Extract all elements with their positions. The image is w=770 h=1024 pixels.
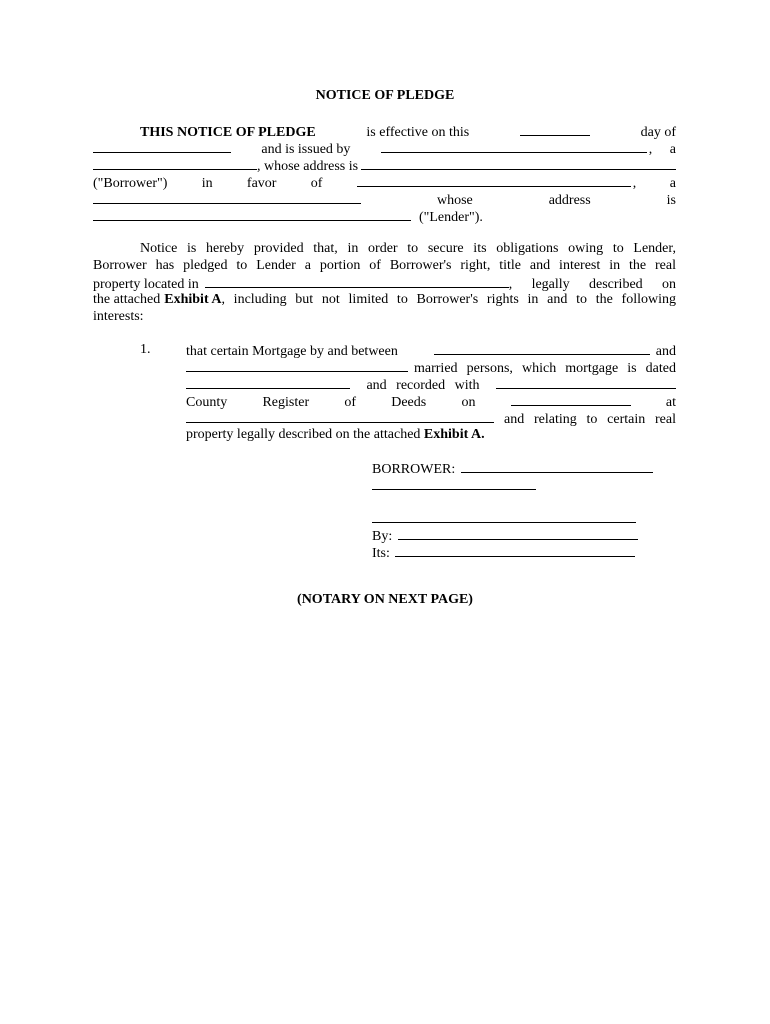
p2-line-5: interests: xyxy=(93,309,144,324)
p1-whose-text: whose xyxy=(436,193,473,208)
p1-line-1 xyxy=(140,122,676,139)
item1-property-described-text: property legally described on the attached xyxy=(186,427,421,442)
p2-line-1: Notice is hereby provided that, in order to secure its obligations owing to Lender, xyxy=(140,241,676,256)
notary-notice: (NOTARY ON NEXT PAGE) xyxy=(297,592,473,607)
recording-reference-blank[interactable] xyxy=(186,409,494,423)
item1-line-3 xyxy=(186,375,676,392)
month-year-blank[interactable] xyxy=(93,139,231,153)
p1-line-6 xyxy=(93,207,676,224)
p1-line-3 xyxy=(93,156,676,173)
borrower-signature-label: BORROWER: xyxy=(372,462,456,477)
item1-line-1 xyxy=(186,341,676,358)
item1-at-text: at xyxy=(665,395,676,410)
its-title-blank[interactable] xyxy=(395,543,635,557)
by-label: By: xyxy=(372,529,393,544)
mortgagor-name-blank[interactable] xyxy=(434,341,650,355)
mortgage-date-blank[interactable] xyxy=(186,375,350,389)
item1-mortgage-text: that certain Mortgage by and between xyxy=(186,344,398,359)
lender-address-blank[interactable] xyxy=(93,207,411,221)
item1-line-6 xyxy=(186,426,485,443)
item1-relating-text: and relating to certain real xyxy=(504,412,676,427)
item1-county-text: County xyxy=(186,395,228,410)
county-blank[interactable] xyxy=(496,375,676,389)
p1-line-2 xyxy=(93,139,676,156)
p1-is-text: is xyxy=(666,193,676,208)
lender-entity-type-blank[interactable] xyxy=(93,190,361,204)
item1-of-text: of xyxy=(344,395,356,410)
p2-line-3 xyxy=(93,274,676,291)
p1-day-of-text: day of xyxy=(640,125,677,140)
p1-effective-text: is effective on this xyxy=(366,125,470,140)
p2-line-2: Borrower has pledged to Lender a portion of Borrower's right, title and interest in the real xyxy=(93,258,676,273)
item1-line-4 xyxy=(186,392,676,409)
borrower-address-blank[interactable] xyxy=(361,156,676,170)
item1-line-5 xyxy=(186,409,676,426)
signature-its-line xyxy=(372,543,635,560)
p1-borrower-label: ("Borrower") xyxy=(93,176,168,191)
item1-married-persons-text: married persons, which mortgage is dated xyxy=(414,361,676,376)
p1-line-4 xyxy=(93,173,676,190)
p2-attached-text: the attached xyxy=(93,292,161,307)
mortgagee-name-blank[interactable] xyxy=(186,358,408,372)
borrower-signature-blank-2[interactable] xyxy=(372,476,536,490)
its-label: Its: xyxy=(372,546,390,561)
p1-in-text: in xyxy=(201,176,213,191)
p1-line-5 xyxy=(93,190,676,207)
signature-by-line xyxy=(372,526,638,543)
item-number: 1. xyxy=(140,342,151,357)
page-title: NOTICE OF PLEDGE xyxy=(315,88,455,103)
p2-line-4 xyxy=(93,291,676,308)
item1-register-text: Register xyxy=(262,395,310,410)
item1-and-text: and xyxy=(655,344,676,359)
p2-exhibit-a: Exhibit A xyxy=(164,292,222,307)
signature-borrower-line-2 xyxy=(372,476,536,493)
item1-deeds-text: Deeds xyxy=(391,395,427,410)
p2-rights-text: , including but not limited to Borrower's rights in and to the following xyxy=(221,292,676,307)
item1-line-2 xyxy=(186,358,676,375)
lender-name-blank[interactable] xyxy=(357,173,631,187)
p1-issued-by-text: and is issued by xyxy=(261,142,351,157)
signature-name-line xyxy=(372,509,636,526)
p1-of-text: of xyxy=(310,176,323,191)
p1-comma-a-text-2: , a xyxy=(632,176,676,191)
item1-recorded-with-text: and recorded with xyxy=(366,378,480,393)
item1-exhibit-a: Exhibit A. xyxy=(423,427,485,442)
p1-whose-address-text: , whose address is xyxy=(257,159,359,174)
signature-borrower-line xyxy=(372,459,653,476)
borrower-entity-type-blank[interactable] xyxy=(93,156,257,170)
property-location-blank[interactable] xyxy=(205,274,509,288)
borrower-name-blank[interactable] xyxy=(381,139,647,153)
signature-name-blank[interactable] xyxy=(372,509,636,523)
borrower-signature-blank[interactable] xyxy=(461,459,653,473)
recording-date-blank[interactable] xyxy=(511,392,631,406)
p1-lender-label: ("Lender"). xyxy=(419,210,483,225)
p1-address-text: address xyxy=(548,193,591,208)
effective-day-blank[interactable] xyxy=(520,122,590,136)
p1-bold-heading: THIS NOTICE OF PLEDGE xyxy=(140,125,316,140)
by-signature-blank[interactable] xyxy=(398,526,638,540)
p1-favor-text: favor xyxy=(246,176,277,191)
item1-on-text: on xyxy=(461,395,476,410)
p2-legally-described-text: , legally described on xyxy=(508,277,676,292)
p2-property-located-text: property located in xyxy=(93,277,199,292)
p1-comma-a-text: , a xyxy=(648,142,676,157)
